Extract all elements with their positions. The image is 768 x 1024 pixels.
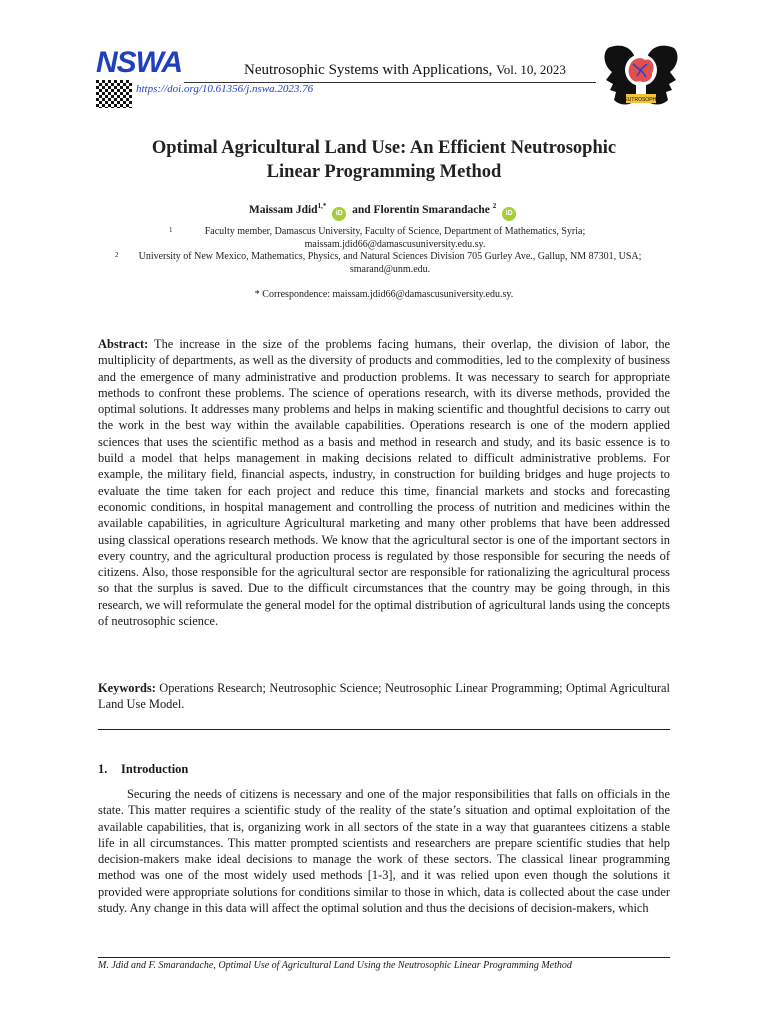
abstract-label: Abstract:	[98, 337, 149, 351]
two-faces-brain-icon	[600, 40, 682, 116]
abstract-text: The increase in the size of the problems facing humans, their overlap, the division of labor, the multiplicity of departments, as well as the diversity of products and commodities, led to the complexity of business and the emergence of many administrative and production problems. It was necessary to search for appropriate methods to confront these problems. The science of operations research, with its diverse methods, provided the optimal solutions. It addresses many problems and helps in making scientific and thoughtful decisions to carry out the work in the best way within the available capabilities. Operations research is one of the modern applied sciences that uses the scientific method as a basis and method in research and study, and its basic essence is to build a model that helps management in making decisions related to difficult administrative problems. For example, the military field, financial aspects, industry, in construction for building bridges and huge projects to evaluate the time taken for each project and reduce this time, financial markets and stocks and forecasting economic conditions, in hospital management and controlling the process of nutrition and medicines within the available capabilities, in agriculture Agricultural marketing and many other problems that have been addressed using classical operations research methods. We know that the agricultural sector is one of the important sectors in every country, and the agricultural production process is regulated by those responsible for securing the needs of citizens. Also, those responsible for the agricultural sector are responsible for rationalizing the agricultural process so that the surplus is saved. Due to the difficult circumstances that the country may be going through, in this research, we will reformulate the general model for the optimal distribution of agricultural lands using the concepts of neutrosophic science.	[98, 337, 671, 629]
doi-link[interactable]: https://doi.org/10.61356/j.nswa.2023.76	[136, 83, 314, 95]
footer-divider	[98, 957, 670, 958]
affiliation-1-text: Faculty member, Damascus University, Faculty of Science, Department of Mathematics, Syria; maissam.jdid66@damascusuniversity.edu.sy.	[204, 226, 586, 250]
affiliation-1	[160, 226, 630, 251]
author-2-sup: 2	[492, 202, 497, 210]
logo-caption: NEUTROSOPHIC	[620, 97, 662, 103]
author-line	[96, 202, 672, 221]
author-2: and Florentin Smarandache	[352, 203, 490, 216]
section-title: Introduction	[121, 762, 189, 776]
nswa-logo-text: NSWA	[96, 46, 182, 79]
section-divider	[98, 729, 670, 730]
affiliation-1-num: 1	[169, 226, 173, 234]
keywords-label: Keywords:	[98, 681, 156, 695]
introduction-paragraph: Securing the needs of citizens is necessary and one of the major responsibilities that falls on officials in the state. This matter requires a scientific study of the reality of the state’s situation and optimal exploitation of the available capabilities, that is, organizing work in all sectors of the state in a way that guarantees citizens a stable life in all circumstances. This matter prompted scientists and researchers are prepare scientific studies that help decision-makers make ideal decisions to manage the work of these sectors. The classical linear programming method was one of the most widely used methods [1-3], and it was relied upon even though the solutions it provided were appropriate solutions for conditions similar to those in which, data is collected about the case under study. Any change in this data will affect the optimal solution and thus the decisions of decision-makers, which	[98, 787, 670, 916]
nswa-logo	[96, 46, 184, 116]
journal-title-line	[244, 62, 566, 79]
checker-pattern-icon	[96, 80, 132, 108]
keywords-text: Operations Research; Neutrosophic Science; Neutrosophic Linear Programming; Optimal Agricultural Land Use Model.	[98, 681, 670, 712]
author-1: Maissam Jdid	[248, 203, 318, 216]
title-line-1: Optimal Agricultural Land Use: An Efficient Neutrosophic	[151, 138, 617, 158]
section-heading-introduction	[98, 762, 188, 777]
orcid-icon[interactable]: iD	[332, 207, 346, 221]
author-1-sup: 1,*	[317, 202, 327, 210]
journal-name: Neutrosophic Systems with Applications,	[244, 62, 493, 78]
neutrosophic-logo	[600, 40, 682, 116]
running-footer: M. Jdid and F. Smarandache, Optimal Use of Agricultural Land Using the Neutrosophic Linear Programming Method	[98, 960, 572, 971]
keywords	[98, 680, 670, 713]
abstract	[98, 336, 670, 629]
affiliation-2	[110, 251, 670, 276]
paper-title	[96, 136, 672, 184]
correspondence: * Correspondence: maissam.jdid66@damascusuniversity.edu.sy.	[254, 289, 514, 300]
section-number: 1.	[98, 762, 108, 776]
affiliation-2-text: University of New Mexico, Mathematics, Physics, and Natural Sciences Division 705 Gurley Ave., Gallup, NM 87301, USA; smarand@unm.edu.	[138, 251, 642, 275]
title-line-2: Linear Programming Method	[266, 162, 502, 182]
journal-volume: Vol. 10, 2023	[496, 62, 566, 77]
orcid-icon[interactable]: iD	[502, 207, 516, 221]
affiliation-2-num: 2	[115, 251, 119, 259]
